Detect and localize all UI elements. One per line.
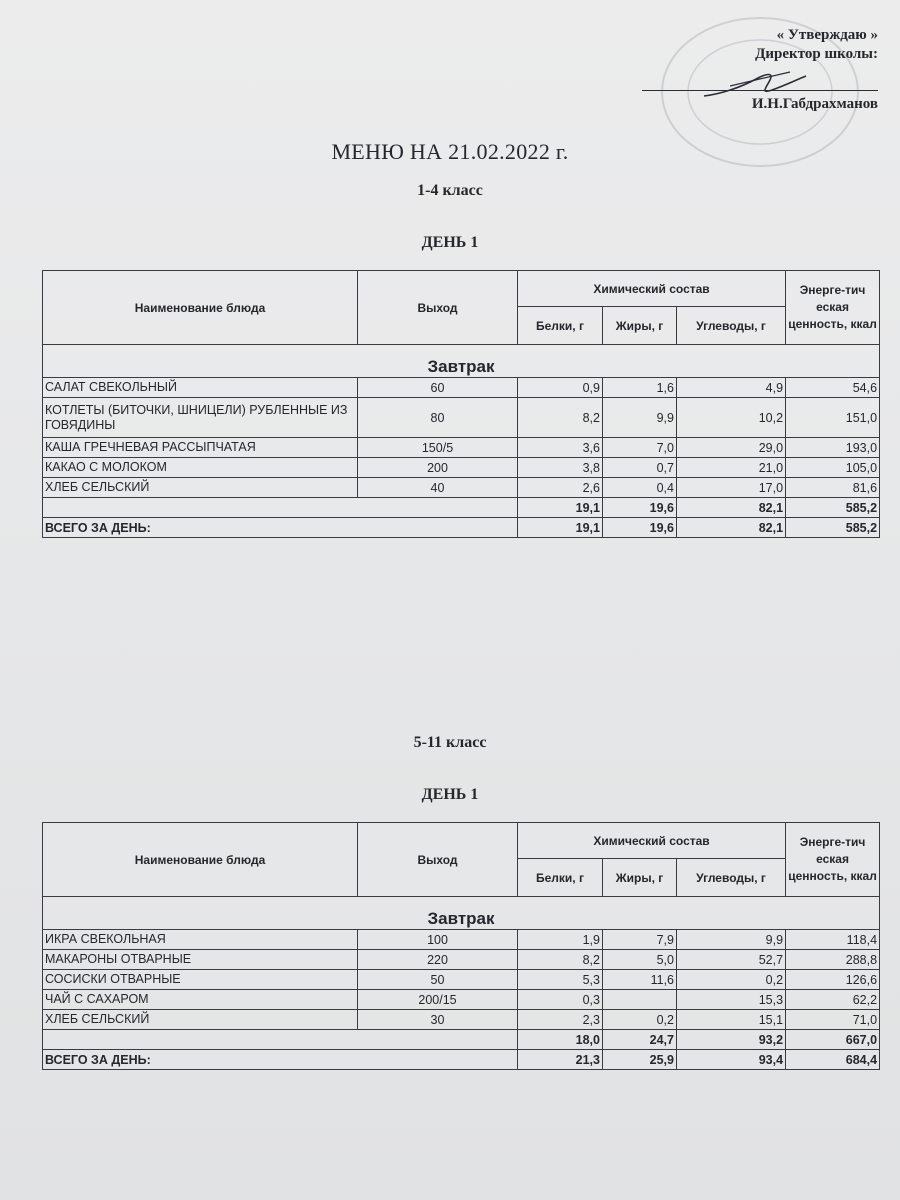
dish-protein: 0,3 xyxy=(518,990,603,1010)
table-row xyxy=(43,990,880,1010)
header-fat: Жиры, г xyxy=(603,307,677,345)
dish-protein: 2,3 xyxy=(518,1010,603,1030)
total-protein: 21,3 xyxy=(518,1050,603,1070)
meal-heading: Завтрак xyxy=(43,897,880,930)
dish-yield: 60 xyxy=(358,378,518,398)
dish-yield: 220 xyxy=(358,950,518,970)
total-energy: 585,2 xyxy=(786,518,880,538)
header-yield: Выход xyxy=(358,823,518,897)
subtotal-label xyxy=(43,498,518,518)
subtotal-carbs: 93,2 xyxy=(677,1030,786,1050)
header-chemical-composition: Химический состав xyxy=(518,271,786,307)
subtotal-energy: 667,0 xyxy=(786,1030,880,1050)
table-row xyxy=(43,950,880,970)
subtotal-energy: 585,2 xyxy=(786,498,880,518)
subtotal-protein: 18,0 xyxy=(518,1030,603,1050)
header-protein: Белки, г xyxy=(518,307,603,345)
table-row xyxy=(43,970,880,990)
header-energy: Энерге-тич еская ценность, ккал xyxy=(786,823,880,897)
dish-energy: 105,0 xyxy=(786,458,880,478)
total-fat: 19,6 xyxy=(603,518,677,538)
dish-fat: 0,7 xyxy=(603,458,677,478)
dish-fat xyxy=(603,990,677,1010)
dish-protein: 3,6 xyxy=(518,438,603,458)
total-protein: 19,1 xyxy=(518,518,603,538)
dish-yield: 200/15 xyxy=(358,990,518,1010)
approve-text: « Утверждаю » xyxy=(776,27,878,43)
header-dish-name: Наименование блюда xyxy=(43,271,358,345)
subtotal-label xyxy=(43,1030,518,1050)
dish-energy: 81,6 xyxy=(786,478,880,498)
dish-carbs: 0,2 xyxy=(677,970,786,990)
dish-name: САЛАТ СВЕКОЛЬНЫЙ xyxy=(43,378,358,398)
dish-name: ЧАЙ С САХАРОМ xyxy=(43,990,358,1010)
menu-table xyxy=(42,270,880,538)
director-position: Директор школы: xyxy=(755,46,878,62)
dish-protein: 1,9 xyxy=(518,930,603,950)
dish-fat: 7,9 xyxy=(603,930,677,950)
dish-carbs: 29,0 xyxy=(677,438,786,458)
dish-energy: 62,2 xyxy=(786,990,880,1010)
dish-yield: 30 xyxy=(358,1010,518,1030)
dish-carbs: 15,1 xyxy=(677,1010,786,1030)
dish-protein: 5,3 xyxy=(518,970,603,990)
table-row xyxy=(43,1010,880,1030)
dish-carbs: 10,2 xyxy=(677,398,786,438)
dish-carbs: 15,3 xyxy=(677,990,786,1010)
table-row xyxy=(43,378,880,398)
dish-energy: 118,4 xyxy=(786,930,880,950)
table-row xyxy=(43,930,880,950)
total-label: ВСЕГО ЗА ДЕНЬ: xyxy=(43,518,518,538)
table-row xyxy=(43,478,880,498)
header-protein: Белки, г xyxy=(518,859,603,897)
subtotal-carbs: 82,1 xyxy=(677,498,786,518)
header-carbs: Углеводы, г xyxy=(677,859,786,897)
dish-name: КАКАО С МОЛОКОМ xyxy=(43,458,358,478)
dish-fat: 9,9 xyxy=(603,398,677,438)
dish-protein: 8,2 xyxy=(518,950,603,970)
total-fat: 25,9 xyxy=(603,1050,677,1070)
dish-fat: 0,4 xyxy=(603,478,677,498)
dish-yield: 200 xyxy=(358,458,518,478)
dish-protein: 8,2 xyxy=(518,398,603,438)
day-label: ДЕНЬ 1 xyxy=(421,786,479,803)
dish-yield: 100 xyxy=(358,930,518,950)
dish-name: ИКРА СВЕКОЛЬНАЯ xyxy=(43,930,358,950)
subtotal-fat: 19,6 xyxy=(603,498,677,518)
day-label: ДЕНЬ 1 xyxy=(421,234,479,251)
dish-carbs: 52,7 xyxy=(677,950,786,970)
dish-energy: 126,6 xyxy=(786,970,880,990)
dish-fat: 0,2 xyxy=(603,1010,677,1030)
subtotal-row xyxy=(43,1030,880,1050)
header-carbs: Углеводы, г xyxy=(677,307,786,345)
dish-name: КАША ГРЕЧНЕВАЯ РАССЫПЧАТАЯ xyxy=(43,438,358,458)
header-energy: Энерге-тич еская ценность, ккал xyxy=(786,271,880,345)
total-row xyxy=(43,518,880,538)
page-title: МЕНЮ НА 21.02.2022 г. xyxy=(331,139,569,164)
subtotal-row xyxy=(43,498,880,518)
header-fat: Жиры, г xyxy=(603,859,677,897)
dish-protein: 3,8 xyxy=(518,458,603,478)
subtotal-protein: 19,1 xyxy=(518,498,603,518)
dish-name: МАКАРОНЫ ОТВАРНЫЕ xyxy=(43,950,358,970)
total-label: ВСЕГО ЗА ДЕНЬ: xyxy=(43,1050,518,1070)
dish-energy: 193,0 xyxy=(786,438,880,458)
dish-yield: 150/5 xyxy=(358,438,518,458)
signature-icon xyxy=(700,66,810,102)
header-chemical-composition: Химический состав xyxy=(518,823,786,859)
dish-carbs: 17,0 xyxy=(677,478,786,498)
dish-energy: 71,0 xyxy=(786,1010,880,1030)
total-row xyxy=(43,1050,880,1070)
total-carbs: 82,1 xyxy=(677,518,786,538)
header-dish-name: Наименование блюда xyxy=(43,823,358,897)
dish-name: КОТЛЕТЫ (БИТОЧКИ, ШНИЦЕЛИ) РУБЛЕННЫЕ ИЗ ГОВЯДИНЫ xyxy=(43,398,358,438)
dish-energy: 151,0 xyxy=(786,398,880,438)
dish-carbs: 9,9 xyxy=(677,930,786,950)
dish-name: СОСИСКИ ОТВАРНЫЕ xyxy=(43,970,358,990)
table-row xyxy=(43,438,880,458)
table-row xyxy=(43,398,880,438)
table-row xyxy=(43,458,880,478)
grade-label: 5-11 класс xyxy=(413,734,487,751)
dish-yield: 50 xyxy=(358,970,518,990)
dish-energy: 54,6 xyxy=(786,378,880,398)
meal-heading: Завтрак xyxy=(43,345,880,378)
dish-fat: 7,0 xyxy=(603,438,677,458)
total-carbs: 93,4 xyxy=(677,1050,786,1070)
dish-fat: 5,0 xyxy=(603,950,677,970)
subtotal-fat: 24,7 xyxy=(603,1030,677,1050)
dish-protein: 2,6 xyxy=(518,478,603,498)
dish-carbs: 21,0 xyxy=(677,458,786,478)
dish-carbs: 4,9 xyxy=(677,378,786,398)
dish-fat: 1,6 xyxy=(603,378,677,398)
menu-table xyxy=(42,822,880,1070)
dish-protein: 0,9 xyxy=(518,378,603,398)
grade-label: 1-4 класс xyxy=(417,182,483,199)
dish-name: ХЛЕБ СЕЛЬСКИЙ xyxy=(43,478,358,498)
director-name: И.Н.Габдрахманов xyxy=(751,96,878,112)
total-energy: 684,4 xyxy=(786,1050,880,1070)
dish-name: ХЛЕБ СЕЛЬСКИЙ xyxy=(43,1010,358,1030)
header-yield: Выход xyxy=(358,271,518,345)
dish-energy: 288,8 xyxy=(786,950,880,970)
dish-yield: 80 xyxy=(358,398,518,438)
dish-yield: 40 xyxy=(358,478,518,498)
dish-fat: 11,6 xyxy=(603,970,677,990)
